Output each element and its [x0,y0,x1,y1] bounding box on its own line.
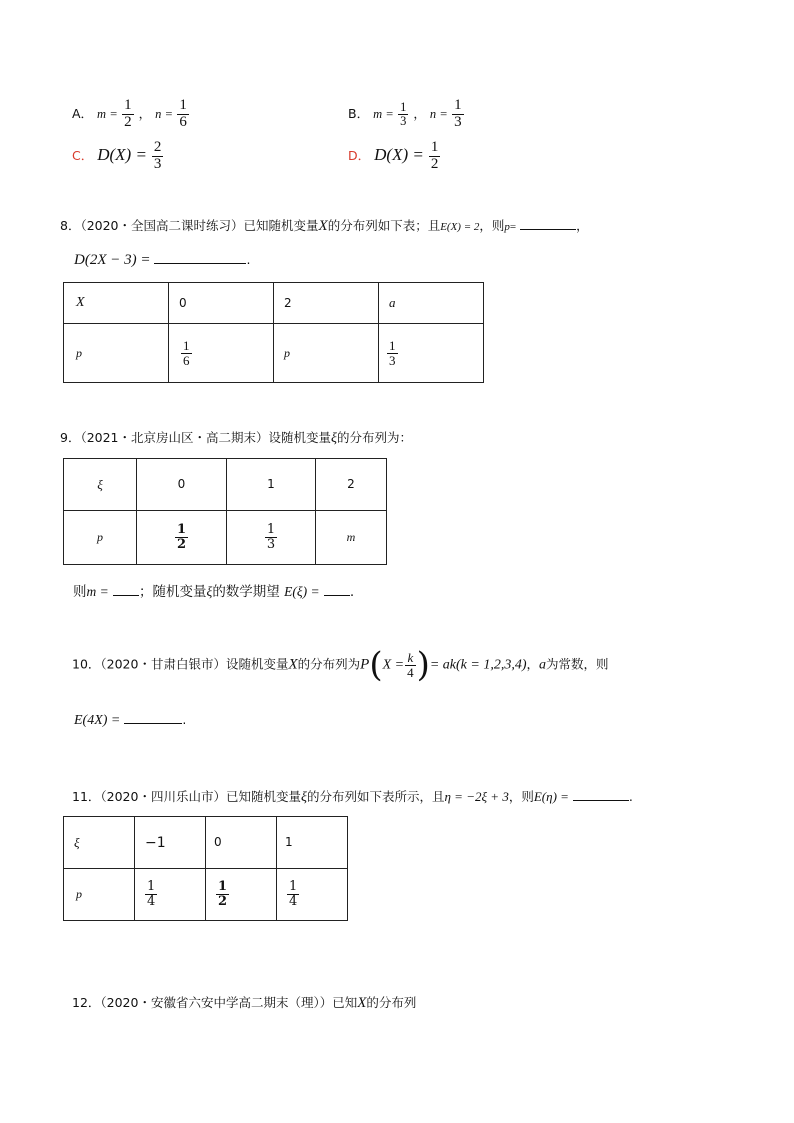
numerator: 1 [430,139,439,155]
denominator: 4 [407,664,414,680]
answer-blank[interactable] [124,711,182,724]
equals: = [110,106,118,121]
cell-text: 1 [285,835,293,849]
table-cell [137,511,227,565]
cell-text: p [284,345,290,360]
var-xi: ξ [300,790,307,805]
q11-eta-eq: η = −2ξ + 3 [444,789,509,804]
cell-text: 0 [214,835,222,849]
numerator: 1 [183,337,190,353]
option-d [348,140,441,173]
answer-blank[interactable] [520,217,576,230]
left-paren-glyph: ( [369,645,383,685]
option-b [348,98,465,131]
denominator: 2 [176,537,187,552]
cell-text: a [389,295,396,310]
table-cell [64,459,137,511]
denominator: 4 [147,894,156,909]
q8-line1 [60,216,589,235]
comma: ， [138,105,152,121]
cell-text: −1 [145,834,166,851]
cell-text: 1 [267,477,275,491]
table-cell [316,459,387,511]
denominator: 3 [389,352,396,368]
cell-text: 0 [179,295,187,310]
option-b-label: B． [348,105,370,121]
denominator: 4 [289,894,298,909]
numerator: 1 [454,97,462,113]
answer-blank[interactable] [154,251,246,264]
denominator: 3 [400,113,407,128]
numerator: 2 [153,139,162,155]
table-cell [274,283,379,324]
var-a: a [539,657,547,673]
q9-prefix: 9．（2021・北京房山区・高二期末）设随机变量 [60,430,332,445]
q8-ex: E(X) = 2 [440,221,480,233]
fraction [175,523,188,551]
denominator: 3 [266,537,276,552]
fraction [145,880,157,908]
cell-text: ξ [97,476,103,492]
q8-line2 [74,251,250,269]
var-x: X [357,995,367,1011]
cell-text: m [346,530,356,544]
fraction [398,101,408,128]
q10-x-eq: X = [382,657,405,673]
q8-prefix: 8．（2020・全国高二课时练习）已知随机变量 [60,218,319,233]
option-a [72,98,190,131]
right-paren-glyph: ) [416,645,430,685]
q9-line1 [60,428,412,447]
var-xi: ξ [206,584,213,599]
q10-suffix: 为常数，则 [546,656,609,672]
answer-blank[interactable] [573,788,629,801]
var-n: n [155,106,162,121]
table-row [64,817,348,869]
answer-blank[interactable] [113,583,139,596]
q9-m-eq: m = [86,584,109,599]
q11-prefix: 11．（2020・四川乐山市）已知随机变量 [72,789,301,804]
period: . [246,252,251,267]
cell-text: X [76,295,85,310]
var-p: p [504,221,510,233]
denominator: 2 [430,155,439,172]
fraction [216,880,229,908]
fraction [287,880,299,908]
fraction [181,339,192,367]
table-cell [64,324,169,383]
q12-line1 [72,993,416,1012]
fraction [405,651,416,679]
table-row [64,869,348,921]
cell-text: p [76,345,82,360]
comma: ， [526,656,540,672]
table-cell [227,511,316,565]
numerator: 1 [266,522,276,538]
period: . [628,789,633,804]
q12-prefix: 12．（2020・安徽省六安中学高二期末（理））已知 [72,995,358,1010]
table-cell [135,817,206,869]
fraction [265,523,277,551]
table-cell [316,511,387,565]
dx-expression: D(X) = [97,144,147,164]
var-x: X [318,218,328,234]
fraction [387,339,398,367]
q10-prefix: 10．（2020・甘肃白银市）设随机变量 [72,656,289,672]
comma: ， [413,105,426,121]
period: . [349,584,355,600]
q8-variance-expr: D(2X − 3) = [74,252,151,268]
q10-mid: 的分布列为 [297,656,361,672]
q10-expectation: E(4X) = [74,713,121,728]
var-m: m [97,106,107,121]
q9-suffix: 的分布列为： [337,430,413,445]
table-cell [206,817,277,869]
cell-text: 2 [347,477,355,491]
numerator: 1 [124,97,132,113]
q11-mid: 的分布列如下表所示，且 [306,789,445,804]
table-cell [277,869,348,921]
equals: = [386,106,394,121]
numerator: 1 [400,99,407,114]
option-a-label: A． [72,105,94,121]
q11-table [63,816,348,921]
cell-text: 2 [284,295,292,310]
table-cell [227,459,316,511]
cell-text: p [97,530,103,544]
equals: = [440,106,448,121]
q9-table [63,458,387,565]
period: . [182,712,187,727]
q9-answer-line [73,580,354,600]
fraction [177,98,189,131]
numerator: 1 [147,879,156,895]
q9-ans-a: 则 [73,584,87,600]
var-xi: ξ [331,431,338,446]
table-row [64,459,387,511]
q8-then: ，则 [479,218,505,233]
table-row [64,283,484,324]
comma: ， [576,218,589,233]
fraction [452,98,464,131]
q9-expectation: E(ξ) = [284,584,320,599]
numerator: 1 [218,879,228,895]
table-cell [277,817,348,869]
dx-expression: D(X) = [374,144,424,164]
table-cell [135,869,206,921]
q12-suffix: 的分布列 [366,995,417,1010]
numerator: 1 [176,522,187,538]
q9-ans-c: 的数学期望 [212,584,280,600]
answer-blank[interactable] [324,583,350,596]
var-m: m [373,106,383,121]
q11-e-eta: E(η) = [533,789,569,804]
table-cell [64,817,135,869]
denominator: 3 [153,155,162,172]
table-cell [379,324,484,383]
table-cell [64,283,169,324]
fraction [152,140,164,173]
var-x: X [288,656,298,673]
table-cell [169,283,274,324]
q11-line1 [72,787,633,806]
q11-then: ，则 [508,789,534,804]
q8-table [63,282,484,383]
cell-text: p [76,887,82,901]
fraction [429,140,441,173]
option-d-label: D． [348,147,371,163]
q9-ans-b: ；随机变量 [139,584,207,600]
table-cell [379,283,484,324]
numerator: 1 [389,337,396,353]
cell-text: ξ [74,834,80,850]
q10-rhs: = ak(k = 1,2,3,4) [429,657,527,673]
numerator: 1 [289,879,298,895]
table-cell [64,511,137,565]
table-cell [137,459,227,511]
denominator: 2 [218,894,228,909]
numerator: 1 [179,97,187,113]
equals: = [165,106,173,121]
option-c [72,140,164,173]
var-n: n [429,106,437,121]
table-cell [206,869,277,921]
q10-line1 [72,645,609,685]
q8-mid: 的分布列如下表；且 [327,218,441,233]
var-P: P [360,656,370,673]
denominator: 6 [179,113,187,130]
cell-text: 0 [177,477,186,491]
table-row [64,324,484,383]
table-cell [64,869,135,921]
fraction [122,98,134,131]
table-cell [169,324,274,383]
denominator: 6 [183,352,190,368]
option-c-label: C． [72,147,94,163]
denominator: 3 [454,113,462,130]
table-cell [274,324,379,383]
equals: = [509,221,517,233]
denominator: 2 [124,113,132,130]
numerator: k [405,651,416,666]
q10-line2 [74,711,186,729]
table-row [64,511,387,565]
